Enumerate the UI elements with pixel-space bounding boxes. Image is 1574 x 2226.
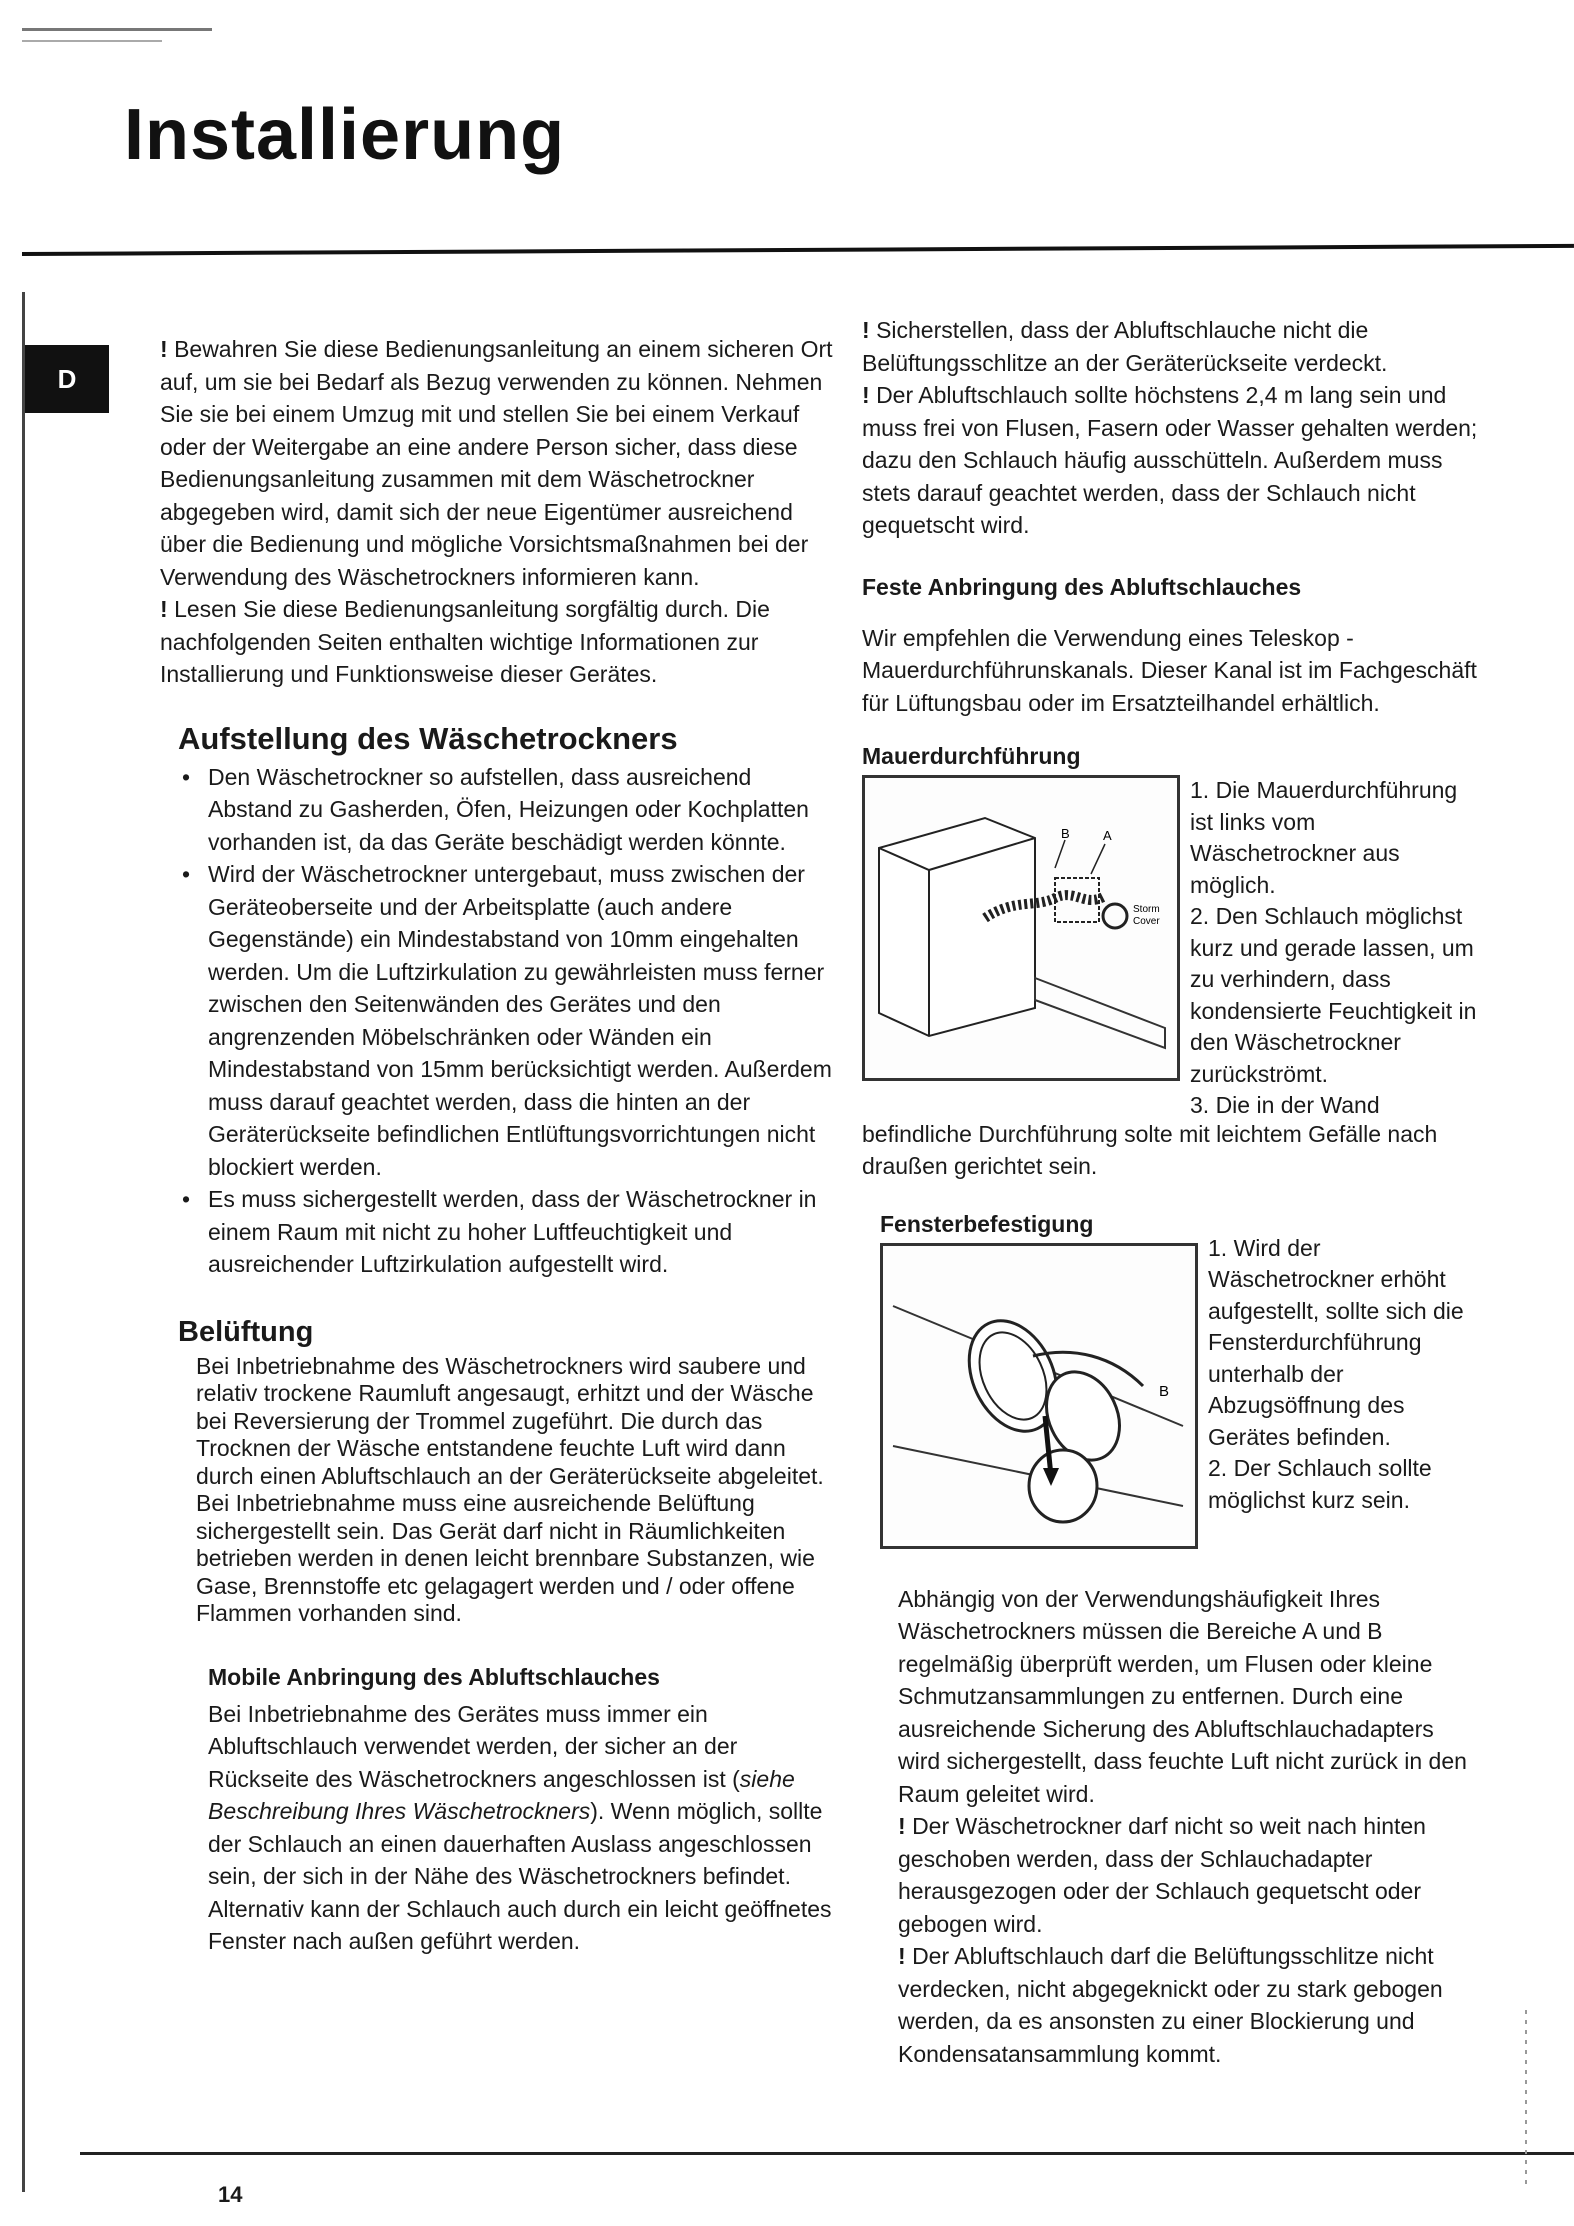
label-b: B bbox=[1159, 1382, 1170, 1400]
warning-icon: ! bbox=[862, 317, 870, 343]
right-column bbox=[862, 314, 1482, 2070]
scan-artifact-top-2 bbox=[22, 40, 162, 42]
list-item: • Wird der Wäschetrockner untergebaut, muss zwischen der Geräteoberseite und der Arbeitsplatte (auch andere Gegenstände) ein Mindestabstand von 10mm eingehalten werden. Um die Luftzirkulation zu gewährleisten muss ferner zwischen den Seitenwänden des Gerätes und den angrenzenden Möbelschränken oder Wänden ein Mindestabstand von 15mm berücksichtigt werden. Außerdem muss darauf geachtet werden, dass die hinten an der Geräterückseite befindlichen Entlüftungsvorrichtungen nicht blockiert werden. bbox=[188, 858, 840, 1183]
mobile-text-a: Bei Inbetriebnahme des Gerätes muss immer ein Abluftschlauch verwendet werden, der sicher an der Rückseite des Wäschetrockners angeschlossen ist ( bbox=[208, 1700, 740, 1792]
intro-paragraph-1 bbox=[160, 333, 840, 593]
fenster-illustration bbox=[880, 1243, 1198, 1549]
warning-text-4: Der Abluftschlauch darf die Belüftungsschlitze nicht verdecken, nicht abgegeknickt oder zu stark gebogen werden, da es ansonsten zu einer Blockierung und Kondensatansammlung kommt. bbox=[898, 1943, 1443, 2067]
page-title: Installierung bbox=[124, 95, 566, 175]
warning-icon: ! bbox=[898, 1943, 906, 1969]
feste-paragraph: Wir empfehlen die Verwendung eines Teleskop - Mauerdurchführunskanals. Dieser Kanal ist im Fachgeschäft für Lüftungsbau oder im Ersatzteilhandel erhältlich. bbox=[862, 624, 1477, 716]
scan-artifact-right bbox=[1525, 2010, 1527, 2190]
heading-belueftung: Belüftung bbox=[178, 1315, 314, 1348]
abhaengig-paragraph: Abhängig von der Verwendungshäufigkeit Ihres Wäschetrockners müssen die Bereiche A und B regelmäßig überprüft werden, um Flusen oder kleine Schmutzansammlungen zu entfernen. Durch eine ausreichende Sicherung des Abluftschlauchadapters wird sichergestellt, dass feuchte Luft nicht zurück in den Raum geleitet wird. bbox=[898, 1585, 1467, 1807]
warning-text-1: Sicherstellen, dass der Abluftschlauche nicht die Belüftungsschlitze an der Geräterückseite verdeckt. bbox=[862, 317, 1388, 376]
dryer-wall-vent-drawing bbox=[865, 778, 1177, 1078]
mobile-text-italic: siehe Beschreibung Ihres Wäschetrockners bbox=[208, 1765, 795, 1824]
fenster-figure-row bbox=[862, 1234, 1482, 1549]
aufstellung-list bbox=[160, 761, 840, 1281]
label-storm: Storm bbox=[1133, 904, 1160, 915]
heading-fensterbefestigung: Fensterbefestigung bbox=[880, 1210, 1094, 1237]
heading-aufstellung: Aufstellung des Wäschetrockners bbox=[178, 720, 678, 756]
intro-text-2: Lesen Sie diese Bedienungsanleitung sorgfältig durch. Die nachfolgenden Seiten enthalten wichtige Informationen zur Installierung und Funktionsweise dieser Gerätes. bbox=[160, 596, 770, 687]
fenster-side-text: 1. Wird der Wäschetrockner erhöht aufgestellt, sollte sich die Fensterdurchführung unterhalb der Abzugsöffnung des Gerätes befinden. 2. Der Schlauch sollte möglichst kurz sein. bbox=[1208, 1234, 1464, 1513]
label-a: A bbox=[1103, 828, 1112, 843]
label-b: B bbox=[1061, 826, 1070, 841]
header-rule bbox=[22, 244, 1574, 256]
mauer-side-text: 1. Die Mauerdurchführung ist links vom Wäschetrockner aus möglich. 2. Den Schlauch möglichst kurz und gerade lassen, um zu verhindern, dass kondensierte Feuchtigkeit in den Wäschetrockner zurückströmt. 3. Die in der Wand bbox=[1190, 777, 1477, 1118]
warning-icon: ! bbox=[160, 596, 168, 622]
left-column bbox=[160, 333, 840, 1958]
heading-mobile-anbringung: Mobile Anbringung des Abluftschlauches bbox=[208, 1663, 660, 1690]
belueftung-paragraph: Bei Inbetriebnahme des Wäschetrockners wird saubere und relativ trockene Raumluft angesaugt, erhitzt und der Wäsche bei Reversierung der Trommel zugeführt. Die durch das Trocknen der Wäsche entstandene feuchte Luft wird dann durch einen Abluftschlauch an der Geräterückseite abgeleitet. Bei Inbetriebnahme muss eine ausreichende Belüftung sichergestellt sein. Das Gerät darf nicht in Räumlichkeiten betrieben werden in denen leicht brennbare Substanzen, wie Gase, Brennstoffe etc gelagagert werden und / oder offene Flammen vorhanden sind. bbox=[196, 1352, 824, 1626]
mauer-figure-row bbox=[862, 775, 1482, 1122]
mauer-continued-text: befindliche Durchführung solte mit leichtem Gefälle nach draußen gerichtet sein. bbox=[862, 1120, 1438, 1179]
left-margin-rule bbox=[22, 292, 25, 2192]
mobile-text-b: ). Wenn möglich, sollte der Schlauch an einen dauerhaften Auslass angeschlossen sein, der sich in der Nähe des Wäschetrockners befindet. Alternativ kann der Schlauch auch durch ein leicht geöffnetes Fenster nach außen geführt werden. bbox=[208, 1798, 832, 1954]
heading-mauerdurchfuehrung: Mauerdurchführung bbox=[862, 743, 1081, 769]
warning-paragraph-4 bbox=[862, 1940, 1482, 2070]
warning-paragraph-2 bbox=[862, 379, 1482, 542]
label-cover: Cover bbox=[1133, 916, 1160, 927]
language-tab: D bbox=[25, 345, 109, 413]
list-item: • Es muss sichergestellt werden, dass der Wäschetrockner in einem Raum mit nicht zu hoher Luftfeuchtigkeit und ausreichender Luftzirkulation aufgestellt wird. bbox=[188, 1183, 840, 1281]
warning-icon: ! bbox=[862, 382, 870, 408]
warning-icon: ! bbox=[898, 1813, 906, 1839]
page-number: 14 bbox=[218, 2182, 243, 2207]
intro-paragraph-2 bbox=[160, 593, 840, 691]
mauer-illustration bbox=[862, 775, 1180, 1081]
warning-icon: ! bbox=[160, 336, 168, 362]
heading-feste-anbringung: Feste Anbringung des Abluftschlauches bbox=[862, 573, 1302, 600]
intro-text-1: Bewahren Sie diese Bedienungsanleitung an einem sicheren Ort auf, um sie bei Bedarf als Bezug verwenden zu können. Nehmen Sie sie bei einem Umzug mit und stellen Sie bei einem Verkauf oder der Weitergabe an eine andere Person sicher, dass diese Bedienungsanleitung zusammen mit dem Wäschetrockner abgegeben wird, damit sich der neue Eigentümer ausreichend über die Bedienung und mögliche Vorsichtsmaßnahmen bei der Verwendung des Wäschetrockners informieren kann. bbox=[160, 336, 833, 590]
footer-rule bbox=[80, 2152, 1574, 2155]
warning-paragraph-3 bbox=[862, 1810, 1482, 1940]
mobile-paragraph bbox=[160, 1698, 840, 1958]
warning-text-2: Der Abluftschlauch sollte höchstens 2,4 m lang sein und muss frei von Flusen, Fasern oder Wasser gehalten werden; dazu den Schlauch häufig ausschütteln. Außerdem muss stets darauf geachtet werden, dass der Schlauch nicht gequetscht wird. bbox=[862, 382, 1478, 538]
scan-artifact-top bbox=[22, 28, 212, 31]
warning-text-3: Der Wäschetrockner darf nicht so weit nach hinten geschoben werden, dass der Schlauchadapter herausgezogen oder der Schlauch gequetscht oder gebogen wird. bbox=[898, 1813, 1426, 1937]
list-item: • Den Wäschetrockner so aufstellen, dass ausreichend Abstand zu Gasherden, Öfen, Heizungen oder Kochplatten vorhanden ist, da das Geräte beschädigt werden könnte. bbox=[188, 761, 840, 859]
warning-paragraph-1 bbox=[862, 314, 1482, 379]
window-vent-drawing bbox=[883, 1246, 1195, 1546]
